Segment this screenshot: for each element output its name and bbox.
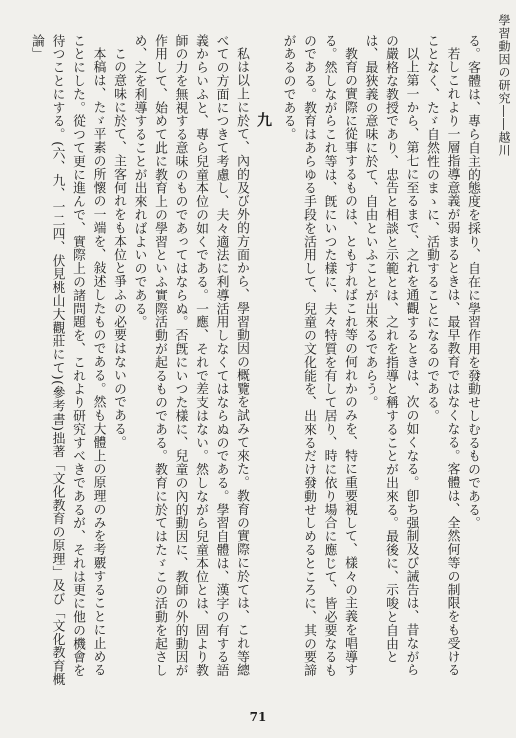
paragraph: 以上第一から、第七に至るまで、之れを通觀するときは、次の如くなる。卽ち强制及び誡告は、昔ながらの嚴格な教授であり、忠告と相談と示範とは、之れを指導と稱することが出來る。最後に、示唆と自由とは、最狹義の意味に於て、自由といふことが出來るであらう。 (362, 34, 419, 677)
paragraph: 本稿は、たゞ平素の所懷の一端を、敍述したものである。然も大體上の原理のみを考覈することに止めることにした。從つて更に進んで、實際上の諸問題を、これより研究すべきであるが、それは更に他の機會を待つことにする。(六、九、一二四、伏見桃山大觀莊にて)(參考書)拙著「文化教育の原理」及び「文化教育概論」 (29, 34, 106, 687)
page-number: 71 (249, 710, 267, 724)
running-header: 學習動因の研究――越川 (497, 14, 511, 157)
body-text (26, 34, 483, 689)
section-heading: 九 (255, 112, 273, 128)
paragraph: 私は以上に於て、內的及び外的方面から、學習動因の概覽を試みて來た。教育の實際に於ては、これ等總べての方面につきて考慮し、夫々適法に利導活用しなくてはならぬのである。學習自體は、漢字の有する語義からいふと、專ら兒童本位の如くである。一應、それで差支はない。然しながら兒童本位とは、固より教師の力を無視する意味のものであってはならぬ。否旣にいつた樣に、兒童の內的動因に、教師の外的動因が作用して、始めて此に教育上の學習といふ實際活動が起るものである。教育に於てはたゞこの活動を起さしめ、之を利導することが出來ればよいのである。 (131, 34, 249, 678)
paragraph: この意味に於て、主客何れをも本位と爭ふの必要はないのである。 (111, 46, 126, 449)
paragraph: 教育の實際に從事するものは、ともすればこれ等の何れかのみを、特に重要視して、樣々の主義を唱導する。然しながらこれ等は、旣にいつた樣に、夫々特質を有して居り、時に依り場合に應じて、皆必要なるものである。教育はあらゆる手段を活用して、兒童の文化能を、出來るだけ發動せしめるところに、其の要諦があるのである。 (280, 34, 357, 678)
paragraph-continuation: る。客體は、專ら自主的態度を採り、自在に學習作用を發動せしむるものである。 (465, 34, 480, 530)
paragraph: 若しこれより一層指導意義が弱まるときは、最早教育ではなくなる。客體は、全然何等の制限をも受けることなく、たゞ自然性のまゝに、活動することになるのである。 (424, 34, 460, 677)
